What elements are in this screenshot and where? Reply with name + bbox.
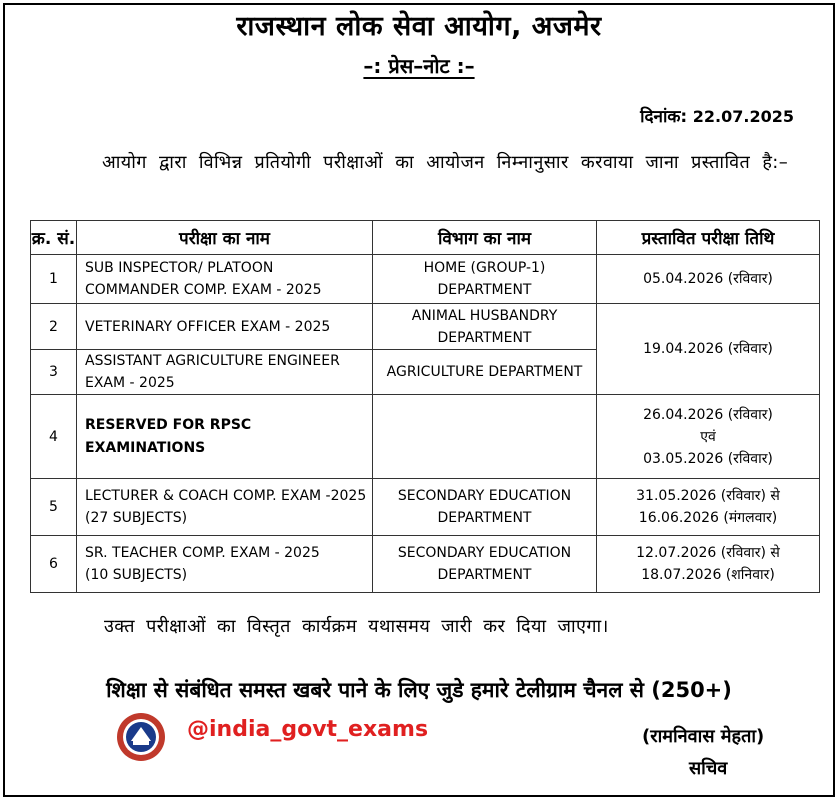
date-value: 22.07.2025: [692, 107, 794, 126]
header-date: प्रस्तावित परीक्षा तिथि: [597, 221, 820, 255]
dept-line: DEPARTMENT: [437, 567, 532, 583]
row-date: [597, 479, 820, 536]
row-dept: [373, 255, 597, 304]
header-sn: क्र. सं.: [31, 221, 77, 255]
table-row: [31, 255, 820, 304]
exam-line: RESERVED FOR RPSC: [85, 416, 252, 433]
intro-paragraph: आयोग द्वारा विभिन्न प्रतियोगी परीक्षाओं का आयोजन निम्नानुसार करवाया जाना प्रस्तावित है:–: [102, 152, 789, 173]
row-sn: 3: [31, 350, 77, 395]
date-line: 18.07.2026 (शनिवार): [641, 567, 775, 583]
row-dept: AGRICULTURE DEPARTMENT: [373, 350, 597, 395]
dept-line: DEPARTMENT: [437, 329, 532, 346]
row-dept: [373, 395, 597, 479]
table-row: [31, 536, 820, 593]
dept-line: SECONDARY EDUCATION: [397, 488, 572, 504]
channel-logo-icon: [116, 712, 166, 762]
header-exam: परीक्षा का नाम: [77, 221, 373, 255]
row-exam: [77, 536, 373, 593]
exam-line: SUB INSPECTOR/ PLATOON: [85, 260, 274, 276]
header-dept: विभाग का नाम: [373, 221, 597, 255]
exam-line: COMMANDER COMP. EXAM - 2025: [85, 282, 322, 298]
telegram-handle-link[interactable]: @india_govt_exams: [187, 717, 429, 742]
row-dept: [373, 536, 597, 593]
exam-schedule-table: [30, 220, 820, 593]
exam-line: (10 SUBJECTS): [85, 567, 188, 583]
dept-line: DEPARTMENT: [437, 282, 532, 298]
table-row: [31, 304, 820, 350]
table-header-row: [31, 221, 820, 255]
exam-line: SR. TEACHER COMP. EXAM - 2025: [85, 545, 320, 561]
date-line: 03.05.2026 (रविवार): [643, 450, 773, 467]
row-date: 19.04.2026 (रविवार): [597, 304, 820, 395]
exam-line: EXAMINATIONS: [85, 439, 206, 456]
footer-note: उक्त परीक्षाओं का विस्तृत कार्यक्रम यथासमय जारी कर दिया जाएगा।: [104, 616, 609, 637]
press-note-heading: [0, 52, 838, 79]
row-date: 05.04.2026 (रविवार): [597, 255, 820, 304]
dept-line: SECONDARY EDUCATION: [397, 545, 572, 561]
signer-name: (रामनिवास मेहता): [642, 726, 765, 747]
date-line: 31.05.2026 (रविवार) से: [636, 488, 780, 504]
row-sn: 1: [31, 255, 77, 304]
table-row: [31, 479, 820, 536]
row-exam: [77, 395, 373, 479]
press-note-label: –: प्रेस–नोट :–: [363, 54, 475, 78]
table-row: [31, 395, 820, 479]
date-line: 26.04.2026 (रविवार): [643, 406, 773, 423]
dept-line: HOME (GROUP-1): [423, 260, 546, 276]
row-date: [597, 536, 820, 593]
row-exam: [77, 255, 373, 304]
exam-line: (27 SUBJECTS): [85, 510, 188, 526]
row-exam: [77, 479, 373, 536]
signer-designation: सचिव: [689, 758, 728, 779]
row-sn: 4: [31, 395, 77, 479]
date-line: [640, 104, 794, 127]
dept-line: DEPARTMENT: [437, 510, 532, 526]
telegram-promo-text: शिक्षा से संबंधित समस्त खबरे पाने के लिए जुडे हमारे टेलीग्राम चैनल से (250+): [106, 678, 732, 702]
row-sn: 5: [31, 479, 77, 536]
date-line: एवं: [700, 428, 716, 445]
exam-line: ASSISTANT AGRICULTURE ENGINEER: [85, 353, 340, 369]
row-dept: [373, 304, 597, 350]
page-title: राजस्थान लोक सेवा आयोग, अजमेर: [236, 11, 602, 42]
row-dept: [373, 479, 597, 536]
row-date: [597, 395, 820, 479]
date-line: 16.06.2026 (मंगलवार): [638, 510, 778, 526]
row-sn: 2: [31, 304, 77, 350]
date-line: 12.07.2026 (रविवार) से: [636, 545, 780, 561]
row-exam: [77, 350, 373, 395]
exam-line: EXAM - 2025: [85, 375, 175, 391]
row-exam: VETERINARY OFFICER EXAM - 2025: [77, 304, 373, 350]
date-label: दिनांक:: [640, 107, 688, 127]
row-sn: 6: [31, 536, 77, 593]
dept-line: ANIMAL HUSBANDRY: [411, 307, 558, 324]
exam-line: LECTURER & COACH COMP. EXAM -2025: [85, 488, 367, 504]
